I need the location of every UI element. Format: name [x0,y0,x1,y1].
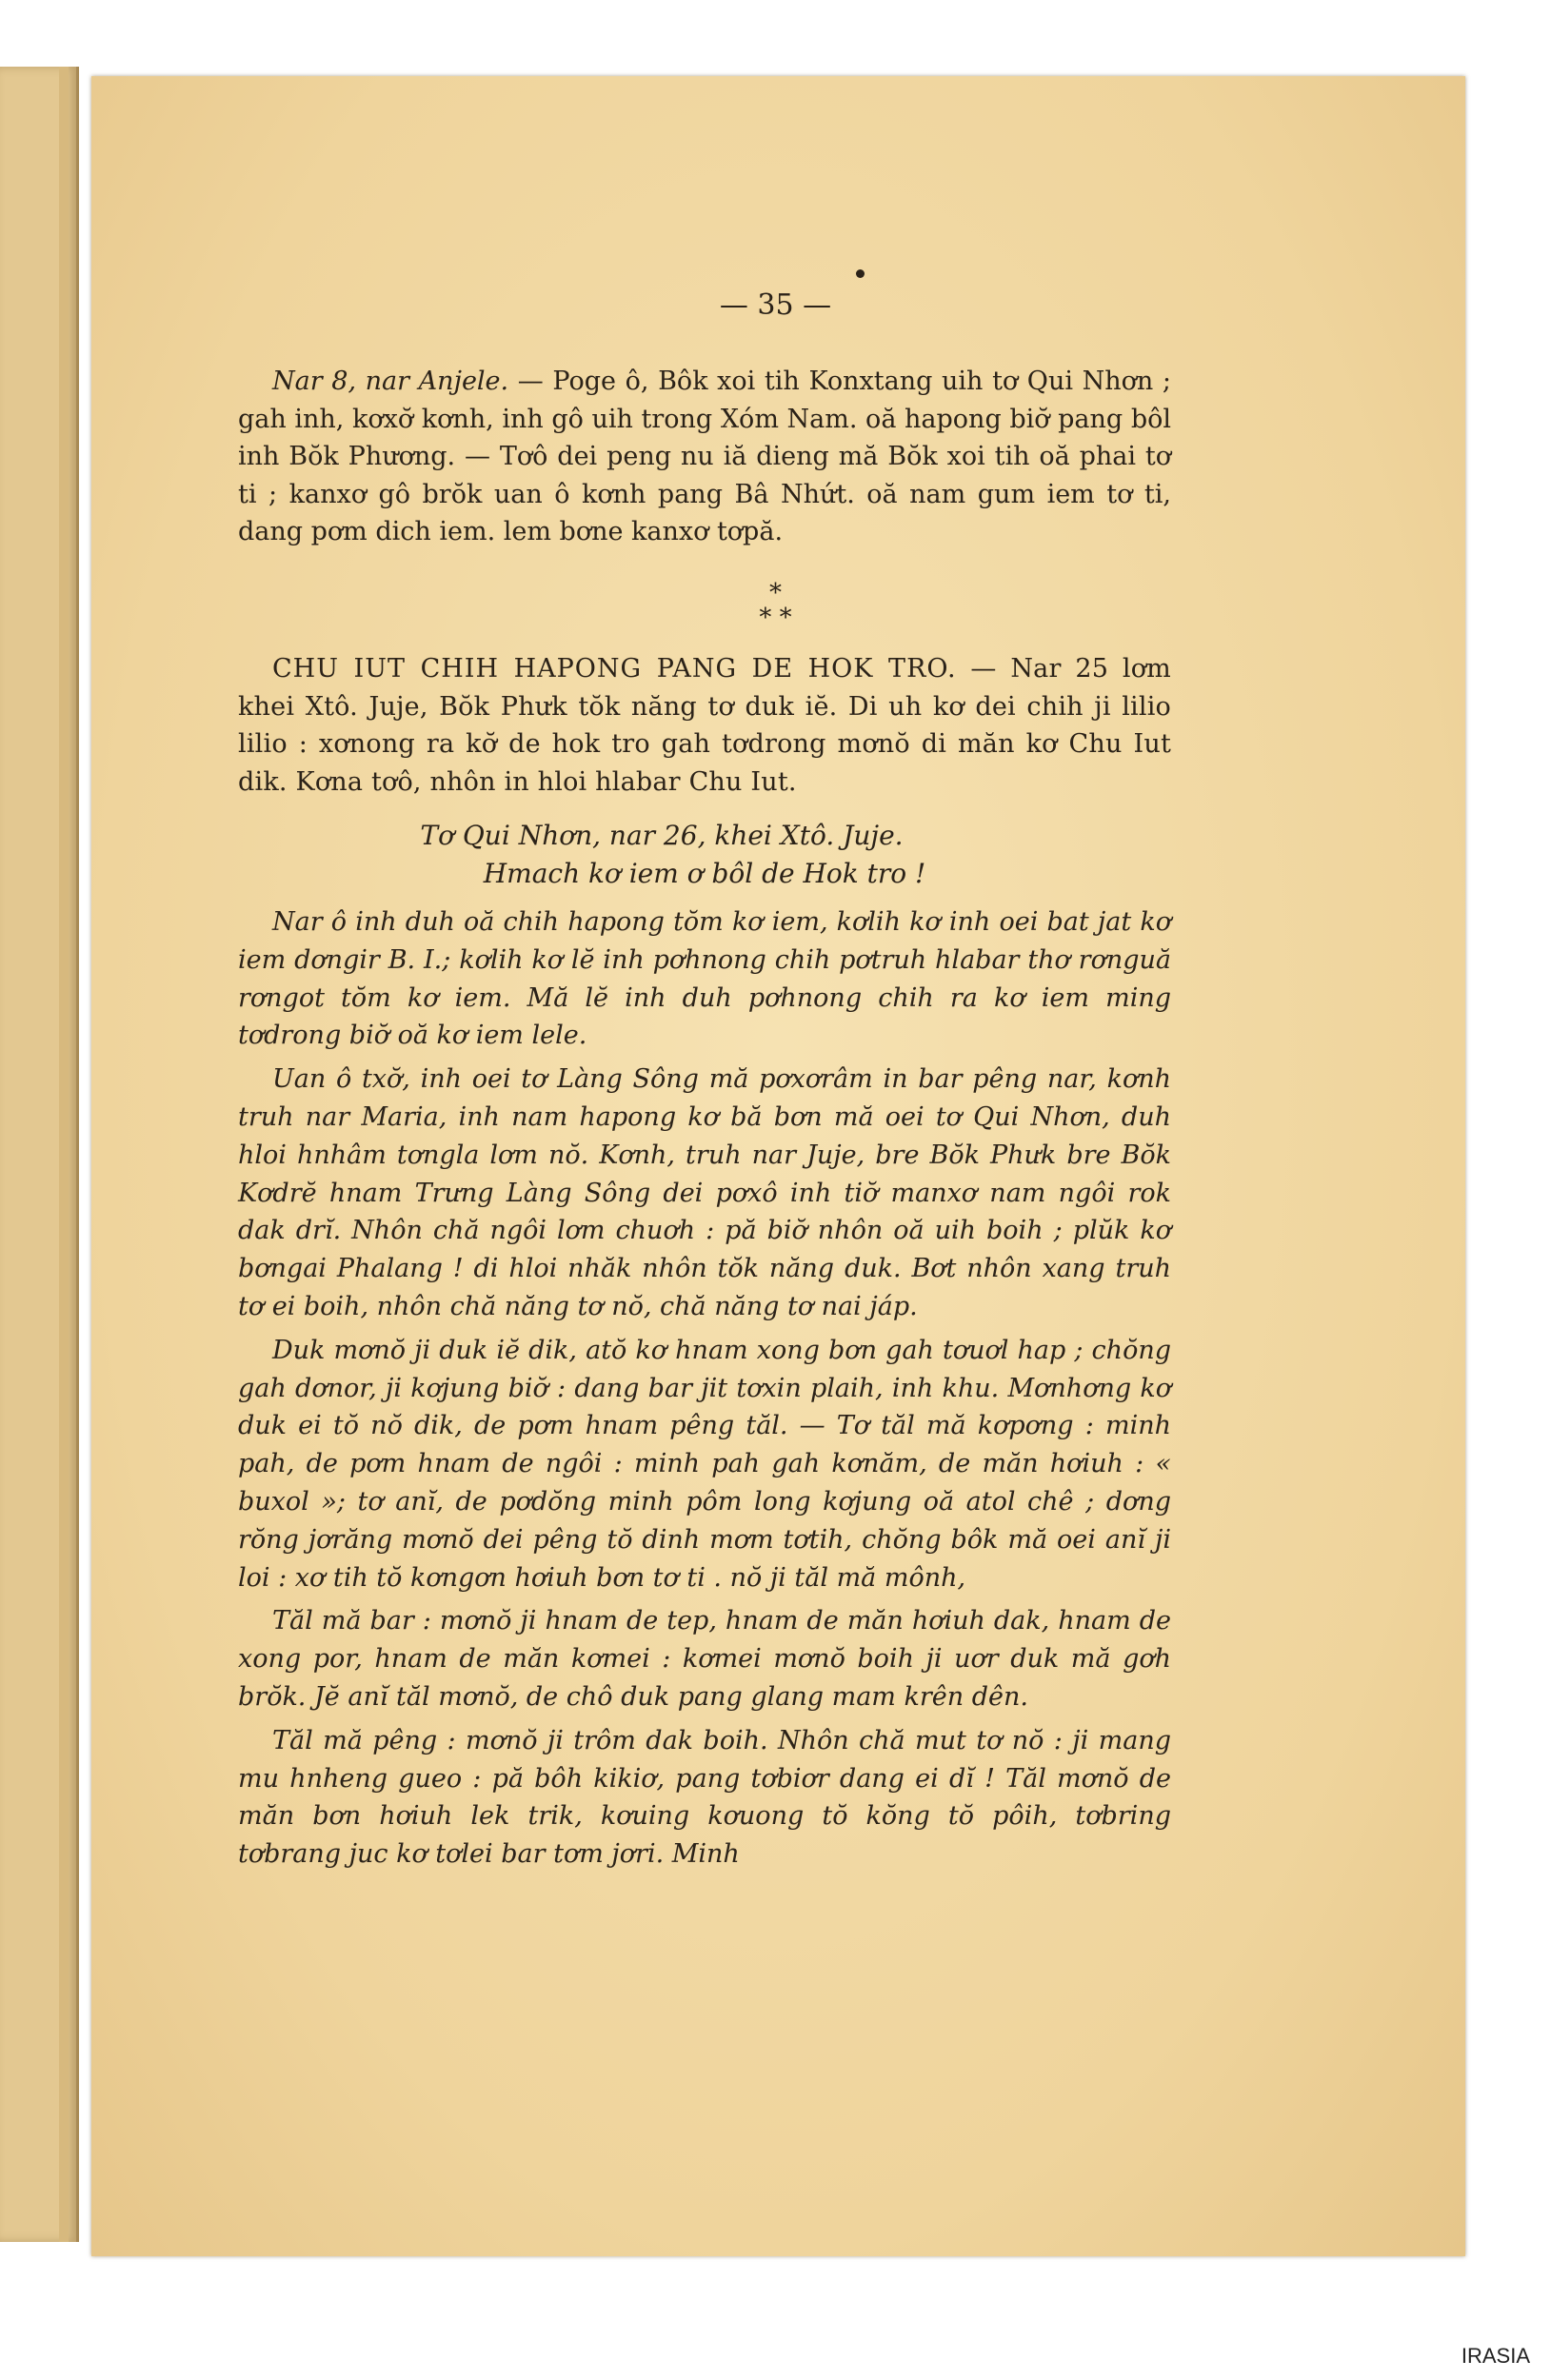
section-2-heading: CHU IUT CHIH HAPONG PANG DE HOK TRO. [272,654,957,684]
section-2-paragraph [238,650,1171,801]
section-2-text: — Nar 25 lơm khei Xtô. Juje, Bŏk Phưk tŏk năng tơ duk iĕ. Di uh kơ dei chih ji lilio lilio : xơnong ra kơ̆ de hok tro gah tơdrong mơnŏ di măn kơ Chu Iut dik. Kơna tơô, nhôn in hloi hlabar Chu Iut. [238,654,1171,797]
ink-speck [856,269,865,278]
watermark: IRASIA [1461,2344,1530,2368]
letter-paragraph: Nar ô inh duh oă chih hapong tŏm kơ iem, kơlih kơ inh oei bat jat kơ iem dơngir B. I.; kơlih kơ lĕ inh pơhnong chih pơtruh hlabar thơ rơnguă rơngot tŏm kơ iem. Mă lĕ inh duh pơhnong chih ra kơ iem ming tơdrong biơ̆ oă kơ iem lele. [238,907,1171,1051]
letter-greeting: Hmach kơ iem ơ bôl de Hok tro ! [483,858,926,889]
letter-paragraph: Tăl mă pêng : mơnŏ ji trôm dak boih. Nhôn chă mut tơ nŏ : ji mang mu hnheng gueo : pă bôh kikiơ, pang tơbiơr dang ei dĭ ! Tăl mơnŏ de măn bơn hơiuh lek trik, kơuing kơuong tŏ kŏng tŏ pôih, tơbring tơbrang juc kơ tơlei bar tơm jơri. Minh [238,1725,1171,1870]
letter-paragraph: Uan ô txơ̆, inh oei tơ Làng Sông mă pơxơrâm in bar pêng nar, kơnh truh nar Maria, inh nam hapong kơ bă bơn mă oei tơ Qui Nhơn, duh hloi hnhâm tơngla lơm nŏ. Kơnh, truh nar Juje, bre Bŏk Phưk bre Bŏk Kơdrĕ hnam Trưng Làng Sông dei pơxô inh tiơ̆ manxơ nam ngôi rok dak drĭ. Nhôn chă ngôi lơm chuơh : pă biơ̆ nhôn oă uih boih ; plŭk kơ bơngai Phalang ! di hloi nhăk nhôn tŏk năng duk. Bơt nhôn xang truh tơ ei boih, nhôn chă năng tơ nŏ, chă năng tơ nai jáp. [238,1064,1171,1321]
asterism-glyph: * * * [759,579,792,632]
letter-paragraph: Tăl mă bar : mơnŏ ji hnam de tep, hnam de măn hơiuh dak, hnam de xong por, hnam de măn kơmei : kơmei mơnŏ boih ji uơr duk mă gơh brŏk. Jĕ anĭ tăl mơnŏ, de chô duk pang glang mam krên dên. [238,1606,1171,1712]
page-number: — 35 — [719,288,832,322]
asterism-divider [0,581,1551,630]
letter-dateline [238,817,1171,893]
section-1 [238,363,1171,551]
section-2 [238,650,1171,801]
letter-body [238,903,1171,1874]
letter-place-date: Tơ Qui Nhơn, nar 26, khei Xtô. Juje. [420,820,904,851]
section-1-text: — Poge ô, Bôk xoi tih Konxtang uih tơ Qui Nhơn ; gah inh, kơxơ̆ kơnh, inh gô uih trong Xóm Nam. oă hapong biơ̆ pang bôl inh Bŏk Phương. — Tơô dei peng nu iă dieng mă Bŏk xoi tih oă phai tơ ti ; kanxơ gô brŏk uan ô kơnh pang Bâ Nhứt. oă nam gum iem tơ ti, dang pơm dich iem. lem bơne kanxơ tơpă. [238,367,1171,546]
letter-paragraph: Duk mơnŏ ji duk iĕ dik, atŏ kơ hnam xong bơn gah tơuơl hap ; chŏng gah dơnor, ji kơjung biơ̆ : dang bar jit tơxin plaih, inh khu. Mơnhơng kơ duk ei tŏ nŏ dik, de pơm hnam pêng tăl. — Tơ tăl mă kơpơng : minh pah, de pơm hnam de ngôi : minh pah gah kơnăm, de măn hơiuh : « buxol »; tơ anĭ, de pơdŏng minh pôm long kơjung oă atol chê ; dơng rŏng jơrăng mơnŏ dei pêng tŏ dinh mơm tơtih, chŏng bôk mă oei anĭ ji loi : xơ tih tŏ kơngơn hơiuh bơn tơ ti . nŏ ji tăl mă mônh, [238,1335,1171,1593]
section-1-paragraph [238,363,1171,551]
facing-page-gutter [59,67,69,2242]
section-1-lead: Nar 8, nar Anjele. [272,367,509,396]
